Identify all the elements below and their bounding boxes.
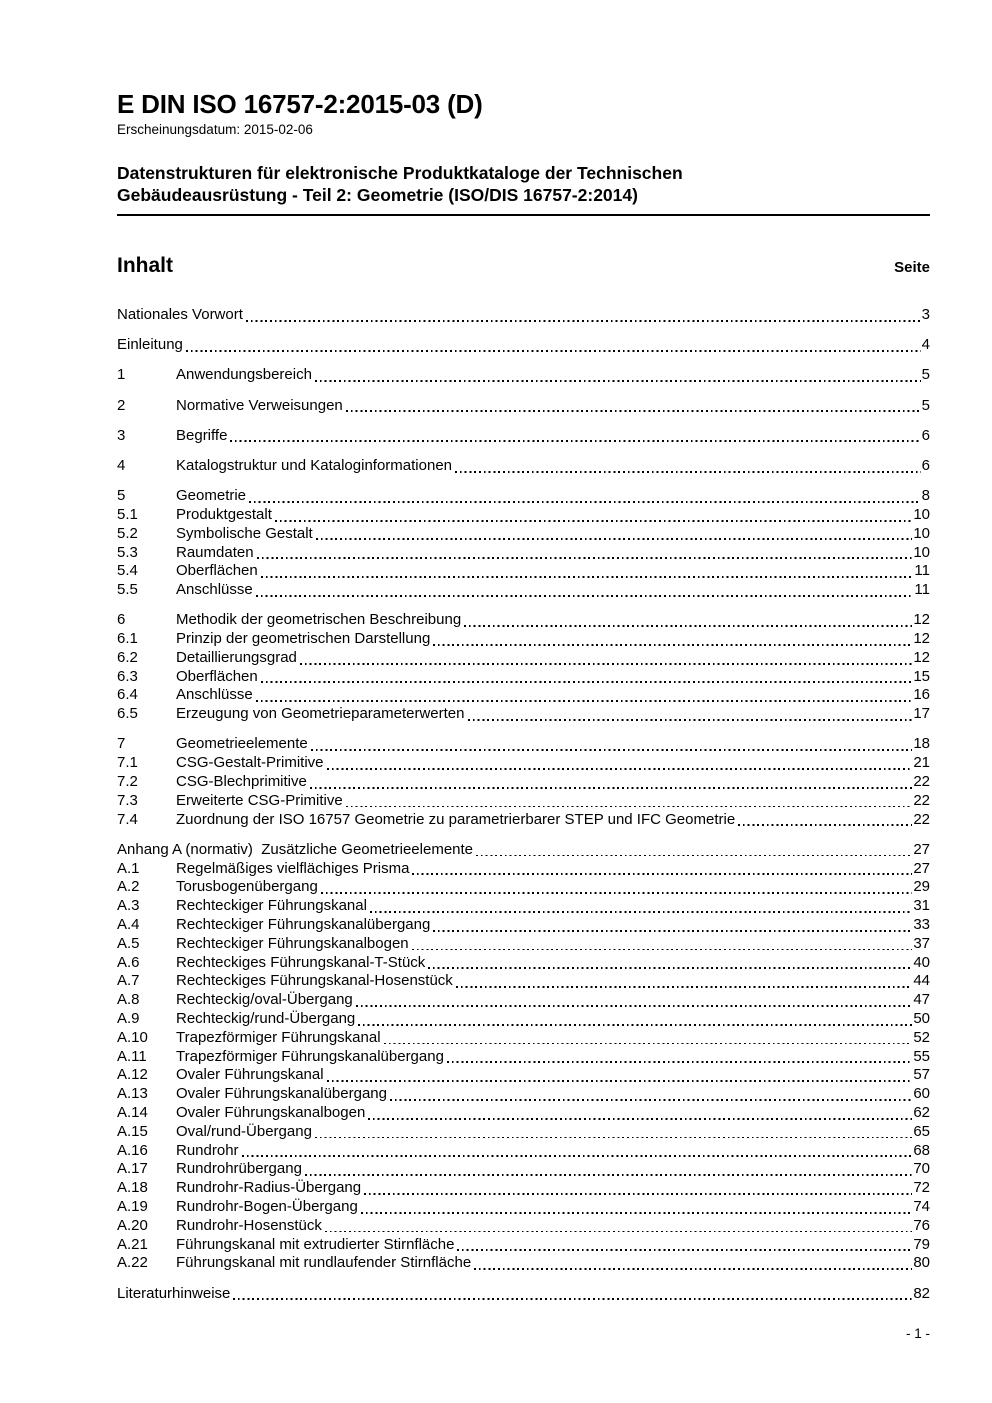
toc-entry-number: 7.3 xyxy=(117,791,138,809)
toc-entry xyxy=(117,1029,930,1048)
toc-entry-number: A.7 xyxy=(117,972,140,990)
toc-dot-leader xyxy=(368,1118,912,1120)
toc-entry-page: 22 xyxy=(913,791,930,809)
toc-entry-page: 6 xyxy=(921,426,930,444)
toc-entry-number: 6.2 xyxy=(117,648,138,666)
toc-entry xyxy=(117,1160,930,1179)
toc-entry-page: 11 xyxy=(914,581,930,599)
toc-dot-leader xyxy=(384,1043,913,1045)
toc-dot-leader xyxy=(310,787,912,789)
toc-entry xyxy=(117,735,930,754)
toc-dot-leader xyxy=(315,380,921,382)
toc-entry xyxy=(117,1217,930,1236)
toc-entry-title: Nationales Vorwort xyxy=(117,306,243,323)
toc-entry-page: 44 xyxy=(913,972,930,990)
toc-entry xyxy=(117,668,930,687)
publication-date: Erscheinungsdatum: 2015-02-06 xyxy=(117,122,313,137)
toc-entry-page: 68 xyxy=(913,1141,930,1159)
toc-entry-page: 5 xyxy=(921,366,930,384)
toc-entry-title: Rechteckiger Führungskanalübergang xyxy=(176,916,431,934)
page-column-label: Seite xyxy=(894,259,930,276)
toc-entry-page: 12 xyxy=(913,630,930,648)
toc-entry-number: 1 xyxy=(117,366,126,384)
toc-entry-page: 22 xyxy=(913,773,930,791)
toc-entry xyxy=(117,897,930,916)
toc-dot-leader xyxy=(249,501,921,503)
toc-entry-title: Produktgestalt xyxy=(176,505,272,523)
toc-entry-page: 40 xyxy=(913,953,930,971)
toc-entry-title: Rundrohrübergang xyxy=(176,1160,302,1178)
header-divider xyxy=(117,214,930,216)
toc-entry xyxy=(117,972,930,991)
toc-entry-title: Anschlüsse xyxy=(176,581,253,599)
toc-entry-number: 7 xyxy=(117,735,126,753)
toc-entry xyxy=(117,397,930,416)
toc-dot-leader xyxy=(364,1193,912,1195)
toc-dot-leader xyxy=(476,855,912,857)
toc-dot-leader xyxy=(311,749,913,751)
toc-entry-page: 15 xyxy=(913,667,930,685)
toc-dot-leader xyxy=(327,1080,913,1082)
toc-dot-leader xyxy=(738,824,912,826)
toc-entry xyxy=(117,487,930,506)
toc-entry xyxy=(117,935,930,954)
toc-entry-number: A.6 xyxy=(117,953,140,971)
toc-entry xyxy=(117,611,930,630)
toc-dot-leader xyxy=(256,700,913,702)
toc-entry-page: 55 xyxy=(913,1047,930,1065)
toc-dot-leader xyxy=(447,1061,912,1063)
contents-heading: Inhalt xyxy=(117,254,173,277)
toc-entry xyxy=(117,705,930,724)
toc-entry xyxy=(117,366,930,385)
toc-dot-leader xyxy=(412,873,912,875)
toc-dot-leader xyxy=(346,410,921,412)
toc-entry-number: 4 xyxy=(117,456,126,474)
toc-entry xyxy=(117,916,930,935)
toc-entry-title: Führungskanal mit rundlaufender Stirnfläche xyxy=(176,1254,472,1272)
toc-entry-number: A.1 xyxy=(117,859,140,877)
toc-dot-leader xyxy=(412,949,913,951)
toc-entry-title: Anschlüsse xyxy=(176,686,253,704)
toc-entry-number: 6.5 xyxy=(117,705,138,723)
toc-entry-number: 6.3 xyxy=(117,667,138,685)
toc-entry-title: Erweiterte CSG-Primitive xyxy=(176,791,343,809)
toc-entry xyxy=(117,1066,930,1085)
toc-entry-number: 7.2 xyxy=(117,773,138,791)
toc-entry-title: Rundrohr xyxy=(176,1141,239,1159)
toc-entry-title: CSG-Blechprimitive xyxy=(176,773,307,791)
toc-entry xyxy=(117,1179,930,1198)
toc-dot-leader xyxy=(256,595,914,597)
toc-entry-number: A.20 xyxy=(117,1216,148,1234)
toc-dot-leader xyxy=(305,1174,912,1176)
toc-entry-page: 70 xyxy=(913,1160,930,1178)
toc-entry-title: Symbolische Gestalt xyxy=(176,524,313,542)
toc-entry-title: Methodik der geometrischen Beschreibung xyxy=(176,611,462,629)
toc-entry xyxy=(117,1142,930,1161)
toc-entry-title: Rechteckiges Führungskanal-Hosenstück xyxy=(176,972,453,990)
toc-entry-page: 10 xyxy=(913,524,930,542)
toc-dot-leader xyxy=(361,1212,913,1214)
toc-entry-page: 8 xyxy=(921,487,930,505)
toc-entry-page: 18 xyxy=(913,735,930,753)
toc-entry-number: 5.3 xyxy=(117,543,138,561)
toc-entry-title: Regelmäßiges vielflächiges Prisma xyxy=(176,859,410,877)
toc-entry xyxy=(117,1085,930,1104)
toc-entry-title: Rechteckiger Führungskanal xyxy=(176,897,367,915)
toc-entry xyxy=(117,1104,930,1123)
toc-entry-page: 57 xyxy=(913,1066,930,1084)
toc-entry-page: 27 xyxy=(913,859,930,877)
page-number-footer: - 1 - xyxy=(905,1326,930,1341)
toc-entry-title: Einleitung xyxy=(117,336,183,354)
toc-entry-page: 79 xyxy=(913,1235,930,1253)
toc-entry-page: 62 xyxy=(913,1104,930,1121)
toc-entry-number: 2 xyxy=(117,396,126,414)
toc-entry-number: A.11 xyxy=(117,1047,147,1065)
toc-dot-leader xyxy=(186,350,921,352)
toc-entry xyxy=(117,1254,930,1273)
toc-entry-number: A.10 xyxy=(117,1028,148,1046)
toc-entry-number: 5 xyxy=(117,487,126,505)
toc-entry xyxy=(117,686,930,705)
toc-entry-page: 29 xyxy=(913,878,930,896)
toc-entry-title: Oberflächen xyxy=(176,562,258,580)
toc-entry xyxy=(117,773,930,792)
toc-entry-page: 37 xyxy=(913,934,930,952)
toc-entry-number: 7.4 xyxy=(117,810,138,828)
toc-entry-number: A.8 xyxy=(117,991,140,1009)
toc-dot-leader xyxy=(390,1099,912,1101)
toc-entry-page: 22 xyxy=(913,810,930,828)
toc-entry-number: A.9 xyxy=(117,1010,140,1028)
toc-entry-page: 11 xyxy=(914,562,930,580)
toc-entry xyxy=(117,954,930,973)
toc-entry-page: 16 xyxy=(913,686,930,704)
toc-dot-leader xyxy=(433,930,912,932)
toc-entry-page: 12 xyxy=(913,611,930,629)
toc-entry-title: Literaturhinweise xyxy=(117,1284,231,1302)
toc-entry-title: Trapezförmiger Führungskanalübergang xyxy=(176,1047,444,1065)
toc-entry-number: A.14 xyxy=(117,1104,148,1121)
toc-dot-leader xyxy=(433,644,912,646)
contents-header-row xyxy=(117,253,930,278)
toc-entry-page: 6 xyxy=(921,456,930,474)
toc-dot-leader xyxy=(321,892,913,894)
toc-entry-number: 5.5 xyxy=(117,581,138,599)
toc-entry-title: Geometrieelemente xyxy=(176,735,308,753)
toc-dot-leader xyxy=(275,520,912,522)
toc-entry-number: A.18 xyxy=(117,1179,148,1197)
toc-entry-title: Rundrohr-Radius-Übergang xyxy=(176,1179,362,1197)
toc-dot-leader xyxy=(246,320,921,322)
toc-entry-number: A.17 xyxy=(117,1160,148,1178)
toc-dot-leader xyxy=(300,663,912,665)
toc-entry-number: 6.4 xyxy=(117,686,138,704)
toc-entry-title: Oberflächen xyxy=(176,667,258,685)
toc-entry-number: 5.1 xyxy=(117,505,138,523)
toc-entry-title: Rechteckiger Führungskanalbogen xyxy=(176,934,409,952)
document-subtitle xyxy=(117,162,930,206)
toc-entry xyxy=(117,841,930,860)
toc-entry-title: Detaillierungsgrad xyxy=(176,648,297,666)
toc-entry-number: A.22 xyxy=(117,1254,148,1272)
toc-entry xyxy=(117,1048,930,1067)
toc-entry xyxy=(117,1123,930,1142)
toc-dot-leader xyxy=(468,719,913,721)
toc-entry-number: A.21 xyxy=(117,1235,148,1253)
toc-dot-leader xyxy=(261,576,914,578)
toc-entry-title: Ovaler Führungskanalbogen xyxy=(176,1104,366,1121)
toc-entry-page: 82 xyxy=(913,1284,930,1302)
toc-dot-leader xyxy=(327,768,913,770)
toc-entry xyxy=(117,336,930,355)
toc-dot-leader xyxy=(464,625,912,627)
toc-entry-page: 12 xyxy=(913,648,930,666)
toc-entry-page: 10 xyxy=(913,505,930,523)
toc-entry-number: 3 xyxy=(117,426,126,444)
toc-entry-title: Anwendungsbereich xyxy=(176,366,312,384)
toc-entry-number: A.13 xyxy=(117,1085,148,1103)
toc-entry-number: 5.4 xyxy=(117,562,138,580)
toc-entry xyxy=(117,1198,930,1217)
toc-entry-page: 33 xyxy=(913,916,930,934)
toc-entry-page: 4 xyxy=(921,336,930,354)
toc-dot-leader xyxy=(356,1005,913,1007)
toc-entry xyxy=(117,630,930,649)
toc-entry-title: Ovaler Führungskanal xyxy=(176,1066,324,1084)
toc-entry-number: 5.2 xyxy=(117,524,138,542)
toc-dot-leader xyxy=(455,471,921,473)
toc-entry-number: 6 xyxy=(117,611,126,629)
toc-entry-title: Rechteckig/oval-Übergang xyxy=(176,991,353,1009)
toc-entry xyxy=(117,1285,930,1304)
toc-entry-title: Oval/rund-Übergang xyxy=(176,1122,312,1140)
document-subtitle-line-2: Gebäudeausrüstung - Teil 2: Geometrie (ISO/DIS 16757-2:2014) xyxy=(117,185,638,205)
toc-entry-title: Torusbogenübergang xyxy=(176,878,318,896)
toc-entry xyxy=(117,991,930,1010)
toc-entry-title: Erzeugung von Geometrieparameterwerten xyxy=(176,705,465,723)
toc-entry-page: 65 xyxy=(913,1122,930,1140)
page-content xyxy=(117,0,930,1303)
toc-entry-page: 80 xyxy=(913,1254,930,1272)
toc-dot-leader xyxy=(457,1249,912,1251)
toc-entry-number: 6.1 xyxy=(117,630,138,648)
toc-entry-page: 52 xyxy=(913,1028,930,1046)
toc-entry xyxy=(117,306,930,325)
toc-entry-page: 31 xyxy=(913,897,930,915)
toc-dot-leader xyxy=(233,1298,912,1300)
toc-entry-title: Rundrohr-Hosenstück xyxy=(176,1216,322,1234)
toc-dot-leader xyxy=(346,806,913,808)
toc-entry-number: 7.1 xyxy=(117,754,138,772)
toc-entry-page: 17 xyxy=(913,705,930,723)
toc-dot-leader xyxy=(358,1024,912,1026)
toc-entry-title: Führungskanal mit extrudierter Stirnfläche xyxy=(176,1235,455,1253)
toc-dot-leader xyxy=(230,440,920,442)
toc-entry-title: Begriffe xyxy=(176,426,228,444)
toc-entry-page: 76 xyxy=(913,1216,930,1234)
toc-entry-page: 5 xyxy=(921,396,930,414)
toc-dot-leader xyxy=(428,967,912,969)
toc-dot-leader xyxy=(315,1137,912,1139)
toc-entry-number: A.5 xyxy=(117,934,140,952)
toc-entry-title: Normative Verweisungen xyxy=(176,396,343,414)
toc-entry-title: Geometrie xyxy=(176,487,247,505)
document-subtitle-line-1: Datenstrukturen für elektronische Produktkataloge der Technischen xyxy=(117,163,683,183)
toc-entry-number: A.15 xyxy=(117,1122,148,1140)
toc-entry xyxy=(117,506,930,525)
toc-entry-page: 21 xyxy=(913,754,930,772)
toc-dot-leader xyxy=(316,538,913,540)
toc-dot-leader xyxy=(456,986,913,988)
toc-entry xyxy=(117,457,930,476)
toc-entry-page: 10 xyxy=(913,543,930,561)
toc-entry-number: A.3 xyxy=(117,897,140,915)
toc-entry xyxy=(117,525,930,544)
toc-entry xyxy=(117,649,930,668)
toc-entry-page: 3 xyxy=(921,306,930,323)
toc-entry-title: Rundrohr-Bogen-Übergang xyxy=(176,1197,358,1215)
toc-entry-title: Katalogstruktur und Kataloginformationen xyxy=(176,456,453,474)
toc-entry xyxy=(117,878,930,897)
toc-entry xyxy=(117,562,930,581)
toc-entry xyxy=(117,1010,930,1029)
toc-entry-page: 47 xyxy=(913,991,930,1009)
toc-entry-title: Rechteckiges Führungskanal-T-Stück xyxy=(176,953,426,971)
toc-entry-page: 72 xyxy=(913,1179,930,1197)
toc-entry-title: Prinzip der geometrischen Darstellung xyxy=(176,630,431,648)
toc-entry xyxy=(117,544,930,563)
toc-entry-page: 50 xyxy=(913,1010,930,1028)
toc-dot-leader xyxy=(325,1231,912,1233)
toc-entry-title: CSG-Gestalt-Primitive xyxy=(176,754,324,772)
toc-entry-title: Rechteckig/rund-Übergang xyxy=(176,1010,356,1028)
toc-entry-title: Zuordnung der ISO 16757 Geometrie zu parametrierbarer STEP und IFC Geometrie xyxy=(176,810,736,828)
toc-entry-title: Ovaler Führungskanalübergang xyxy=(176,1085,387,1103)
toc-dot-leader xyxy=(242,1155,913,1157)
toc-entry-page: 27 xyxy=(913,840,930,858)
document-title: E DIN ISO 16757-2:2015-03 (D) xyxy=(117,89,483,119)
toc-entry xyxy=(117,581,930,600)
toc-dot-leader xyxy=(257,557,913,559)
toc-entry-number: A.12 xyxy=(117,1066,148,1084)
toc-dot-leader xyxy=(261,681,913,683)
toc-entry-page: 74 xyxy=(913,1197,930,1215)
toc-dot-leader xyxy=(370,911,912,913)
table-of-contents xyxy=(117,306,930,1303)
toc-dot-leader xyxy=(474,1268,912,1270)
toc-entry-number: A.19 xyxy=(117,1197,148,1215)
toc-entry-page: 60 xyxy=(913,1085,930,1103)
toc-entry xyxy=(117,754,930,773)
toc-entry-title: Trapezförmiger Führungskanal xyxy=(176,1028,381,1046)
toc-entry xyxy=(117,811,930,830)
toc-entry-title: Raumdaten xyxy=(176,543,254,561)
toc-entry xyxy=(117,427,930,446)
toc-entry xyxy=(117,860,930,879)
toc-entry-number: A.16 xyxy=(117,1141,148,1159)
toc-entry-number: A.2 xyxy=(117,878,140,896)
toc-entry-number: A.4 xyxy=(117,916,140,934)
toc-entry xyxy=(117,1236,930,1255)
toc-entry xyxy=(117,792,930,811)
toc-entry-title: Anhang A (normativ) Zusätzliche Geometrieelemente xyxy=(117,840,474,858)
